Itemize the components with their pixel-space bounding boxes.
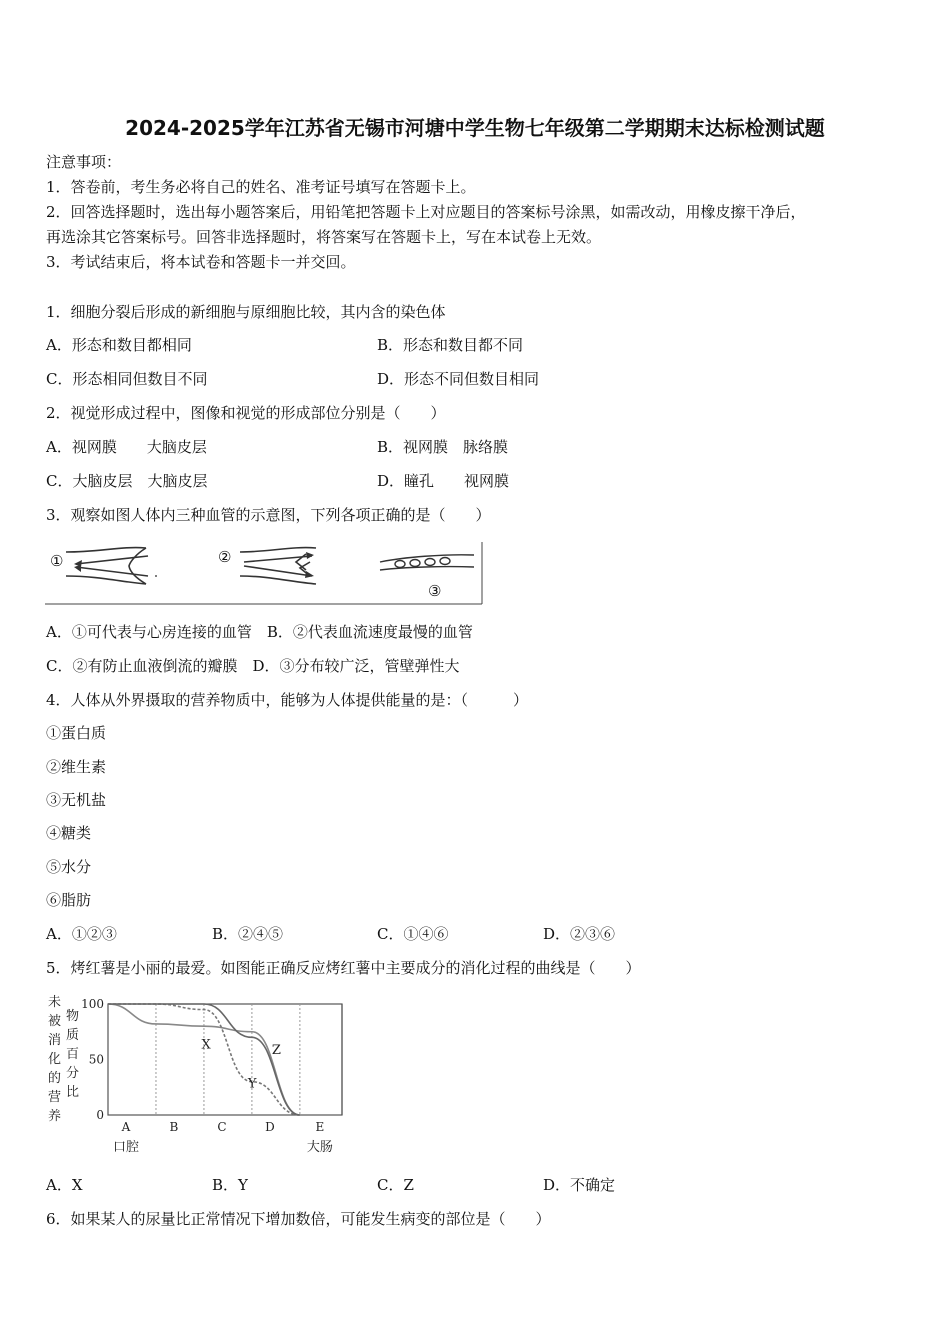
y-right-char-2: 质 [66,1028,80,1043]
q4-item-4: ④糖类 [46,824,92,842]
q1-option-a: A．形态和数目都相同 [46,336,192,354]
q2-stem: 2．视觉形成过程中，图像和视觉的形成部位分别是（ ） [46,404,446,422]
y-tick-50: 50 [88,1052,104,1067]
notice-line-2b: 再选涂其它答案标号。回答非选择题时，将答案写在答题卡上，写在本试卷上无效。 [46,228,602,246]
y-left-char-6: 营 [48,1090,62,1105]
y-left-char-4: 化 [48,1052,62,1067]
notice-line-1: 1．答卷前，考生务必将自己的姓名、准考证号填写在答题卡上。 [46,178,476,196]
q4-item-5: ⑤水分 [46,858,92,876]
x-note-A: 口腔 [112,1140,140,1155]
q2-option-c: C．大脑皮层 大脑皮层 [46,472,208,490]
q4-option-c: C．①④⑥ [377,925,449,943]
q3-options-ab: A．①可代表与心房连接的血管 B．②代表血流速度最慢的血管 [46,623,473,641]
series-Z-label: Z [271,1042,281,1058]
y-left-char-3: 消 [48,1033,62,1048]
series-X-label: X [201,1037,211,1053]
y-left-char-1: 未 [48,995,62,1010]
q5-option-b: B．Y [212,1176,248,1194]
notice-heading: 注意事项： [46,153,122,171]
x-tick-A: A [121,1120,131,1134]
page-title: 2024-2025学年江苏省无锡市河塘中学生物七年级第二学期期末达标检测试题 [125,116,825,140]
q4-option-b: B．②④⑤ [212,925,284,943]
vessel-3-label: ③ [428,582,442,600]
y-right-char-4: 分 [66,1066,80,1081]
series-Y-label: Y [247,1076,257,1092]
vessel-2-label: ② [218,548,232,566]
q1-option-c: C．形态相同但数目不同 [46,370,208,388]
notice-line-3: 3．考试结束后，将本试卷和答题卡一并交回。 [46,253,356,271]
q4-item-1: ①蛋白质 [46,724,107,742]
q4-option-d: D．②③⑥ [543,925,616,943]
y-right-char-3: 百 [66,1047,80,1062]
q5-stem: 5．烤红薯是小丽的最爱。如图能正确反应烤红薯中主要成分的消化过程的曲线是（ ） [46,959,641,977]
q4-item-3: ③无机盐 [46,791,107,809]
q2-option-b: B．视网膜 脉络膜 [377,438,509,456]
q6-stem: 6．如果某人的尿量比正常情况下增加数倍，可能发生病变的部位是（ ） [46,1210,551,1228]
q5-option-d: D．不确定 [543,1176,616,1194]
x-tick-B: B [169,1120,179,1134]
q4-item-2: ②维生素 [46,758,107,776]
notice-line-2a: 2．回答选择题时，选出每小题答案后，用铅笔把答题卡上对应题目的答案标号涂黑，如需改动，用橡皮擦干净后， [46,203,806,221]
y-left-char-7: 养 [48,1109,62,1124]
q4-stem: 4．人体从外界摄取的营养物质中，能够为人体提供能量的是：（ ） [46,691,529,709]
q1-stem: 1．细胞分裂后形成的新细胞与原细胞比较，其内含的染色体 [46,303,446,321]
q4-item-6: ⑥脂肪 [46,891,92,909]
vessel-2 [240,548,316,584]
vessel-1-label: ① [50,552,64,570]
q2-option-a: A．视网膜 大脑皮层 [46,438,207,456]
x-note-E: 大肠 [306,1140,333,1155]
y-left-char-5: 的 [48,1071,62,1086]
y-right-char-1: 物 [66,1009,80,1024]
x-tick-E: E [315,1120,325,1134]
y-right-char-5: 比 [66,1085,80,1100]
q3-options-cd: C．②有防止血液倒流的瓣膜 D．③分布较广泛，管壁弹性大 [46,657,460,675]
x-tick-C: C [217,1120,227,1134]
q5-option-c: C．Z [377,1176,414,1194]
y-tick-100: 100 [81,997,104,1011]
x-tick-D: D [265,1120,275,1134]
y-tick-0: 0 [96,1108,104,1122]
blood-vessel-figure [44,540,484,606]
q1-option-b: B．形态和数目都不同 [377,336,524,354]
q3-stem: 3．观察如图人体内三种血管的示意图，下列各项正确的是（ ） [46,506,491,524]
q2-option-d: D．瞳孔 视网膜 [377,472,510,490]
q1-option-d: D．形态不同但数目相同 [377,370,540,388]
q4-option-a: A．①②③ [46,925,117,943]
y-left-char-2: 被 [48,1014,62,1029]
vessel-3 [380,555,474,570]
q5-option-a: A．X [46,1176,83,1194]
digestion-chart [44,990,350,1156]
